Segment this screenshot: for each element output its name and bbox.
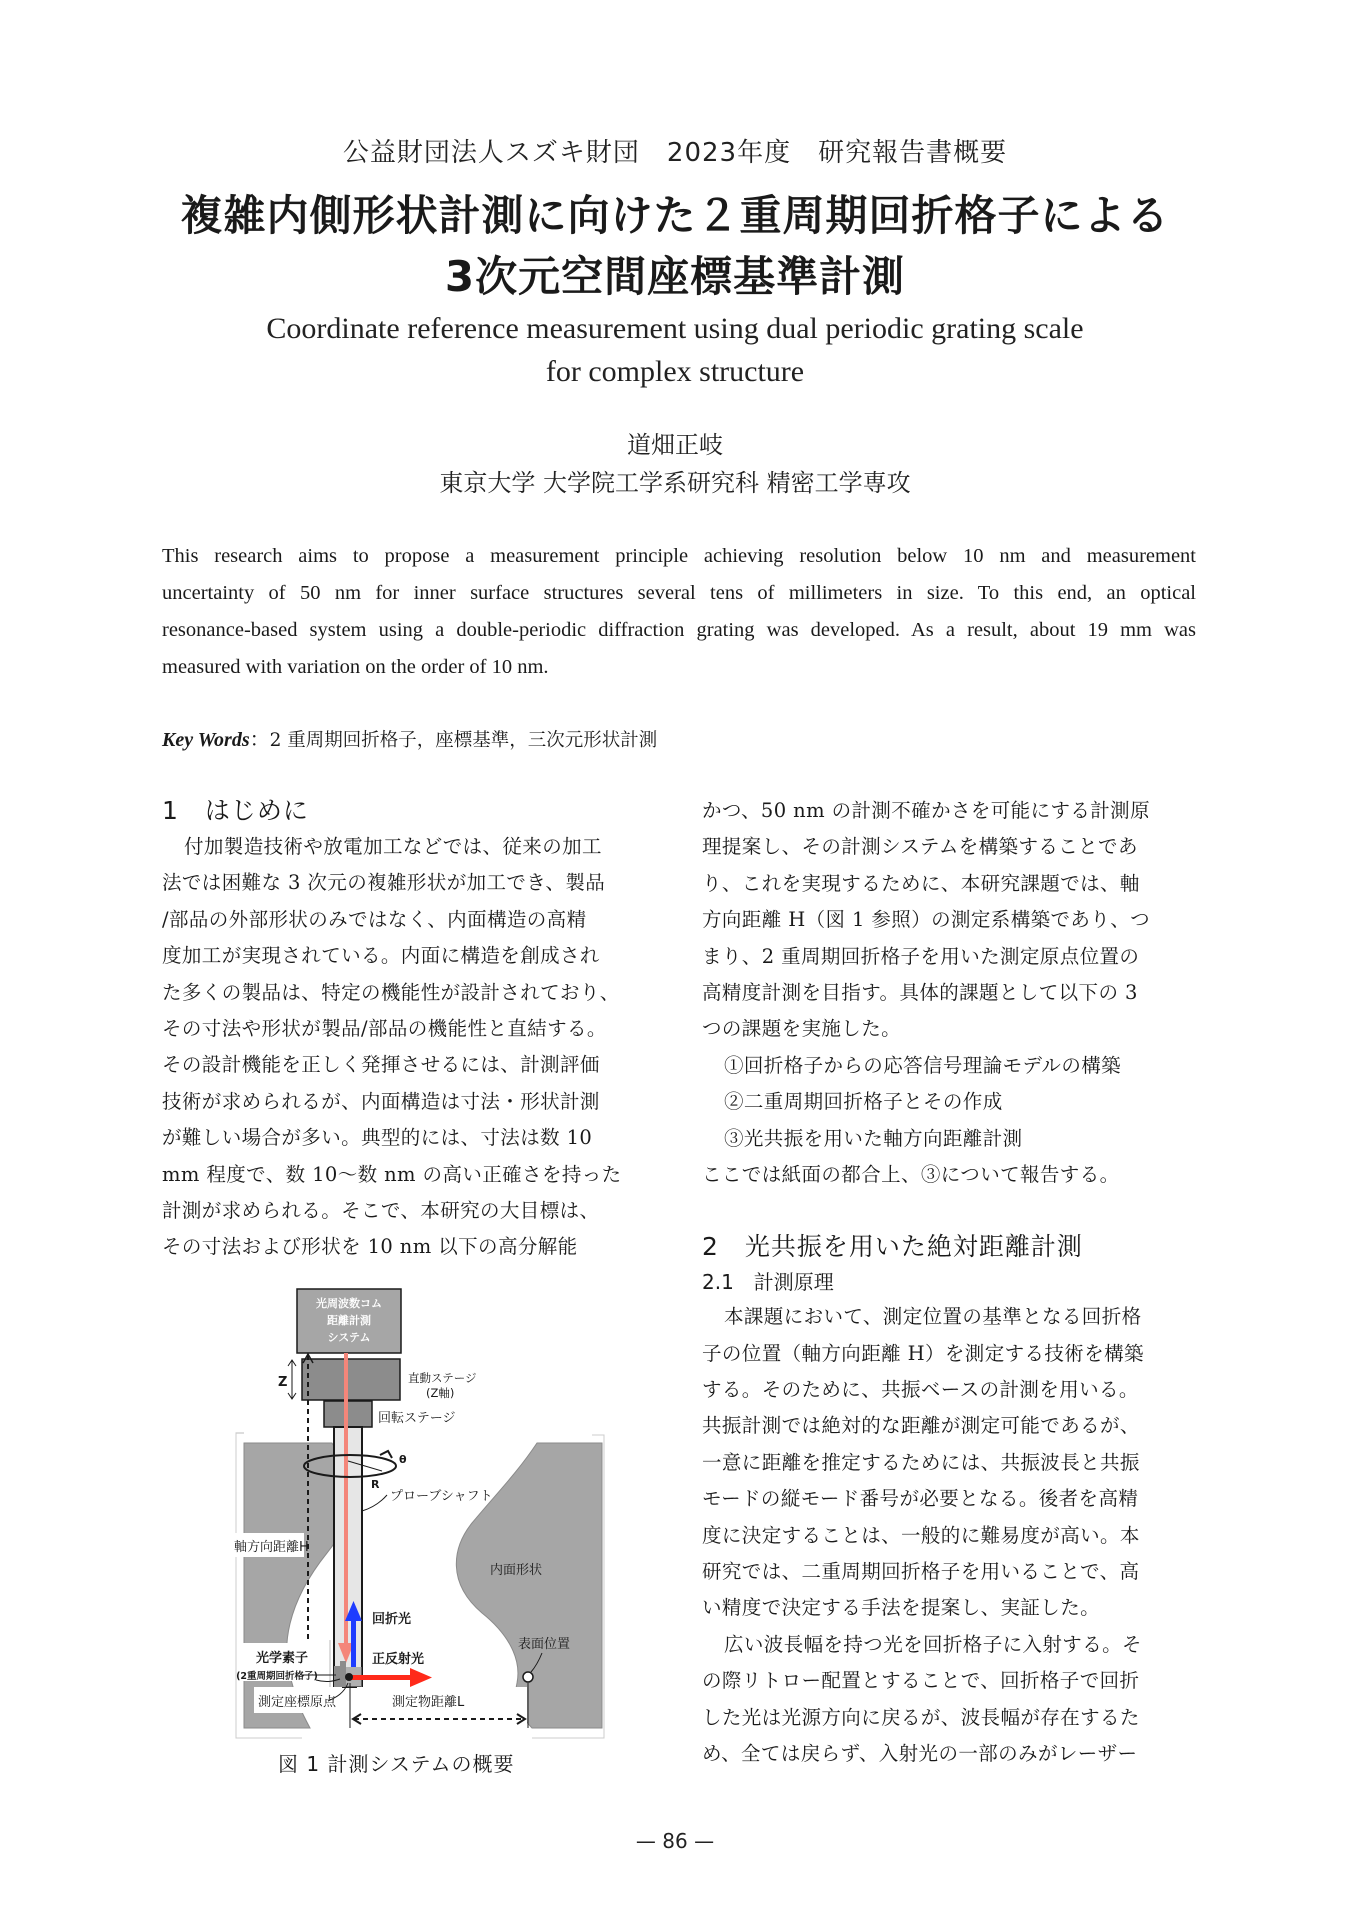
keywords: [162, 723, 657, 752]
linear-stage-label-2: (Z軸): [426, 1386, 455, 1400]
body-line: 計測が求められる。そこで、本研究の大目標は、: [162, 1198, 600, 1222]
task-item: ①回折格子からの応答信号理論モデルの構築: [724, 1053, 1122, 1077]
figure-1: [232, 1283, 612, 1753]
body-line: い精度で決定する手法を提案し、実証した。: [702, 1596, 1101, 1620]
body-line: が難しい場合が多い。典型的には、寸法は数 10: [162, 1126, 593, 1150]
keywords-label: Key Words: [162, 729, 250, 751]
frame-corner: [236, 1433, 244, 1436]
abstract-line: measured with variation on the order of 10 nm.: [162, 656, 549, 678]
task-item: ③光共振を用いた軸方向距離計測: [724, 1126, 1023, 1150]
specular-light-arrowhead: [410, 1668, 432, 1687]
body-line: その設計機能を正しく発揮させるには、計測評価: [162, 1053, 600, 1077]
body-line: つの課題を実施した。: [702, 1017, 902, 1041]
section-gap: [702, 1193, 1206, 1229]
surface-position-marker: [523, 1672, 533, 1682]
rotary-stage-label: 回転ステージ: [378, 1411, 456, 1426]
specular-light-label: 正反射光: [372, 1652, 425, 1667]
abstract-line: resonance-based system using a double-periodic diffraction grating was developed. As a result, about 19 mm was: [162, 619, 1196, 641]
linear-stage-label-1: 直動ステージ: [408, 1371, 477, 1385]
axial-distance-label: 軸方向距離H: [234, 1540, 309, 1555]
laser-beam: [344, 1353, 348, 1648]
body-line: する。そのために、共振ベースの計測を用いる。: [702, 1378, 1139, 1402]
system-box-line-3: システム: [327, 1331, 371, 1344]
body-line: め、全ては戻らず、入射光の一部のみがレーザー: [702, 1741, 1138, 1765]
system-box-line-1: 光周波数コム: [316, 1297, 382, 1310]
body-line: の際リトロー配置とすることで、回折格子で回折: [702, 1669, 1140, 1693]
body-line: 高精度計測を目指す。具体的課題として以下の 3: [702, 980, 1138, 1004]
object-distance-label: 測定物距離L: [392, 1695, 465, 1710]
optical-element-label-2: (2重周期回折格子): [236, 1671, 318, 1682]
title-ja-line-2: 3次元空間座標基準計測: [444, 252, 906, 301]
body-line: 広い波長幅を持つ光を回折格子に入射する。そ: [724, 1632, 1142, 1656]
body-line: した光は光源方向に戻るが、波長幅が存在するた: [702, 1705, 1140, 1729]
surface-position-label: 表面位置: [518, 1637, 571, 1652]
left-column: [162, 793, 666, 1266]
body-line: 方向距離 H（図 1 参照）の測定系構築であり、つ: [702, 908, 1151, 932]
section-1-heading: 1 はじめに: [162, 796, 309, 825]
diffracted-light-shaft: [351, 1617, 356, 1667]
abstract-line: uncertainty of 50 nm for inner surface structures several tens of millimeters in size. To this end, an optical: [162, 582, 1196, 604]
figure-1-diagram: [232, 1283, 612, 1753]
system-box-line-2: 距離計測: [327, 1314, 371, 1327]
linear-stage: [302, 1359, 400, 1400]
body-line: かつ、50 nm の計測不確かさを可能にする計測原: [702, 799, 1150, 822]
figure-1-caption: 図 1 計測システムの概要: [278, 1752, 515, 1776]
diffracted-light-label: 回折光: [372, 1612, 412, 1627]
body-line: 研究では、二重周期回折格子を用いることで、高: [702, 1560, 1140, 1584]
body-line: 理提案し、その計測システムを構築することであ: [702, 835, 1138, 859]
body-line: 技術が求められるが、内面構造は寸法・形状計測: [162, 1089, 600, 1113]
body-line: 付加製造技術や放電加工などでは、従来の加工: [184, 835, 602, 858]
optical-element-label-1: 光学素子: [255, 1651, 309, 1666]
inner-wall-left: [244, 1443, 348, 1728]
report-header: 公益財団法人スズキ財団 2023年度 研究報告書概要: [342, 138, 1008, 168]
author-affiliation: 東京大学 大学院工学系研究科 精密工学専攻: [439, 469, 911, 497]
probe-shaft-leader: [362, 1495, 387, 1511]
page-number: — 86 —: [635, 1829, 715, 1853]
z-axis-label: Z: [278, 1375, 288, 1390]
body-line: mm 程度で、数 10～数 nm の高い正確さを持った: [162, 1162, 622, 1186]
keywords-value: 2 重周期回折格子，座標基準，三次元形状計測: [269, 730, 658, 751]
body-line: た多くの製品は、特定の機能性が設計されており、: [162, 980, 620, 1004]
right-column: [702, 793, 1206, 1772]
body-line: ここでは紙面の都合上、③について報告する。: [702, 1162, 1120, 1186]
section-2-heading: 2 光共振を用いた絶対距離計測: [702, 1232, 1083, 1262]
body-line: その寸法や形状が製品/部品の機能性と直結する。: [162, 1016, 607, 1040]
body-line: 共振計測では絶対的な距離が測定可能であるが、: [702, 1414, 1140, 1438]
keywords-separator: ：: [249, 729, 270, 751]
rotation-arrowhead: [380, 1451, 392, 1458]
title-ja-line-1: 複雑内側形状計測に向けた２重周期回折格子による: [180, 191, 1170, 240]
body-line: 本課題において、測定位置の基準となる回折格: [724, 1305, 1142, 1329]
title-en-line-2: for complex structure: [545, 355, 805, 388]
task-item: ②二重周期回折格子とその作成: [724, 1090, 1003, 1114]
abstract-line: This research aims to propose a measurement principle achieving resolution below 10 nm and measurement: [162, 545, 1196, 567]
measurement-origin-point: [345, 1673, 353, 1681]
abstract: [162, 538, 1196, 686]
body-line: 度加工が実現されている。内面に構造を創成され: [162, 944, 600, 968]
section-2-1-heading: 2.1 計測原理: [702, 1270, 834, 1295]
body-line: り、これを実現するために、本研究課題では、軸: [702, 871, 1140, 895]
radius-label: R: [371, 1478, 380, 1491]
author-name: 道畑正岐: [627, 431, 723, 459]
body-line: 一意に距離を推定するためには、共振波長と共振: [702, 1450, 1140, 1474]
body-line: 法では困難な 3 次元の複雑形状が加工でき、製品: [162, 871, 606, 895]
body-line: モードの縦モード番号が必要となる。後者を高精: [702, 1487, 1139, 1511]
inner-shape-label: 内面形状: [490, 1563, 543, 1578]
title-en-line-1: Coordinate reference measurement using dual periodic grating scale: [266, 312, 1084, 345]
specular-light-shaft: [350, 1675, 412, 1680]
body-line: /部品の外部形状のみではなく、内面構造の高精: [162, 907, 587, 931]
origin-label: 測定座標原点: [258, 1695, 337, 1710]
body-line: まり、2 重周期回折格子を用いた測定原点位置の: [702, 944, 1140, 968]
theta-label: θ: [399, 1453, 407, 1466]
inner-wall-right: [456, 1443, 602, 1728]
probe-shaft-label: プローブシャフト: [390, 1489, 493, 1504]
body-line: その寸法および形状を 10 nm 以下の高分解能: [162, 1235, 578, 1259]
body-line: 度に決定することは、一般的に難易度が高い。本: [702, 1523, 1140, 1547]
body-line: 子の位置（軸方向距離 H）を測定する技術を構築: [702, 1341, 1144, 1365]
